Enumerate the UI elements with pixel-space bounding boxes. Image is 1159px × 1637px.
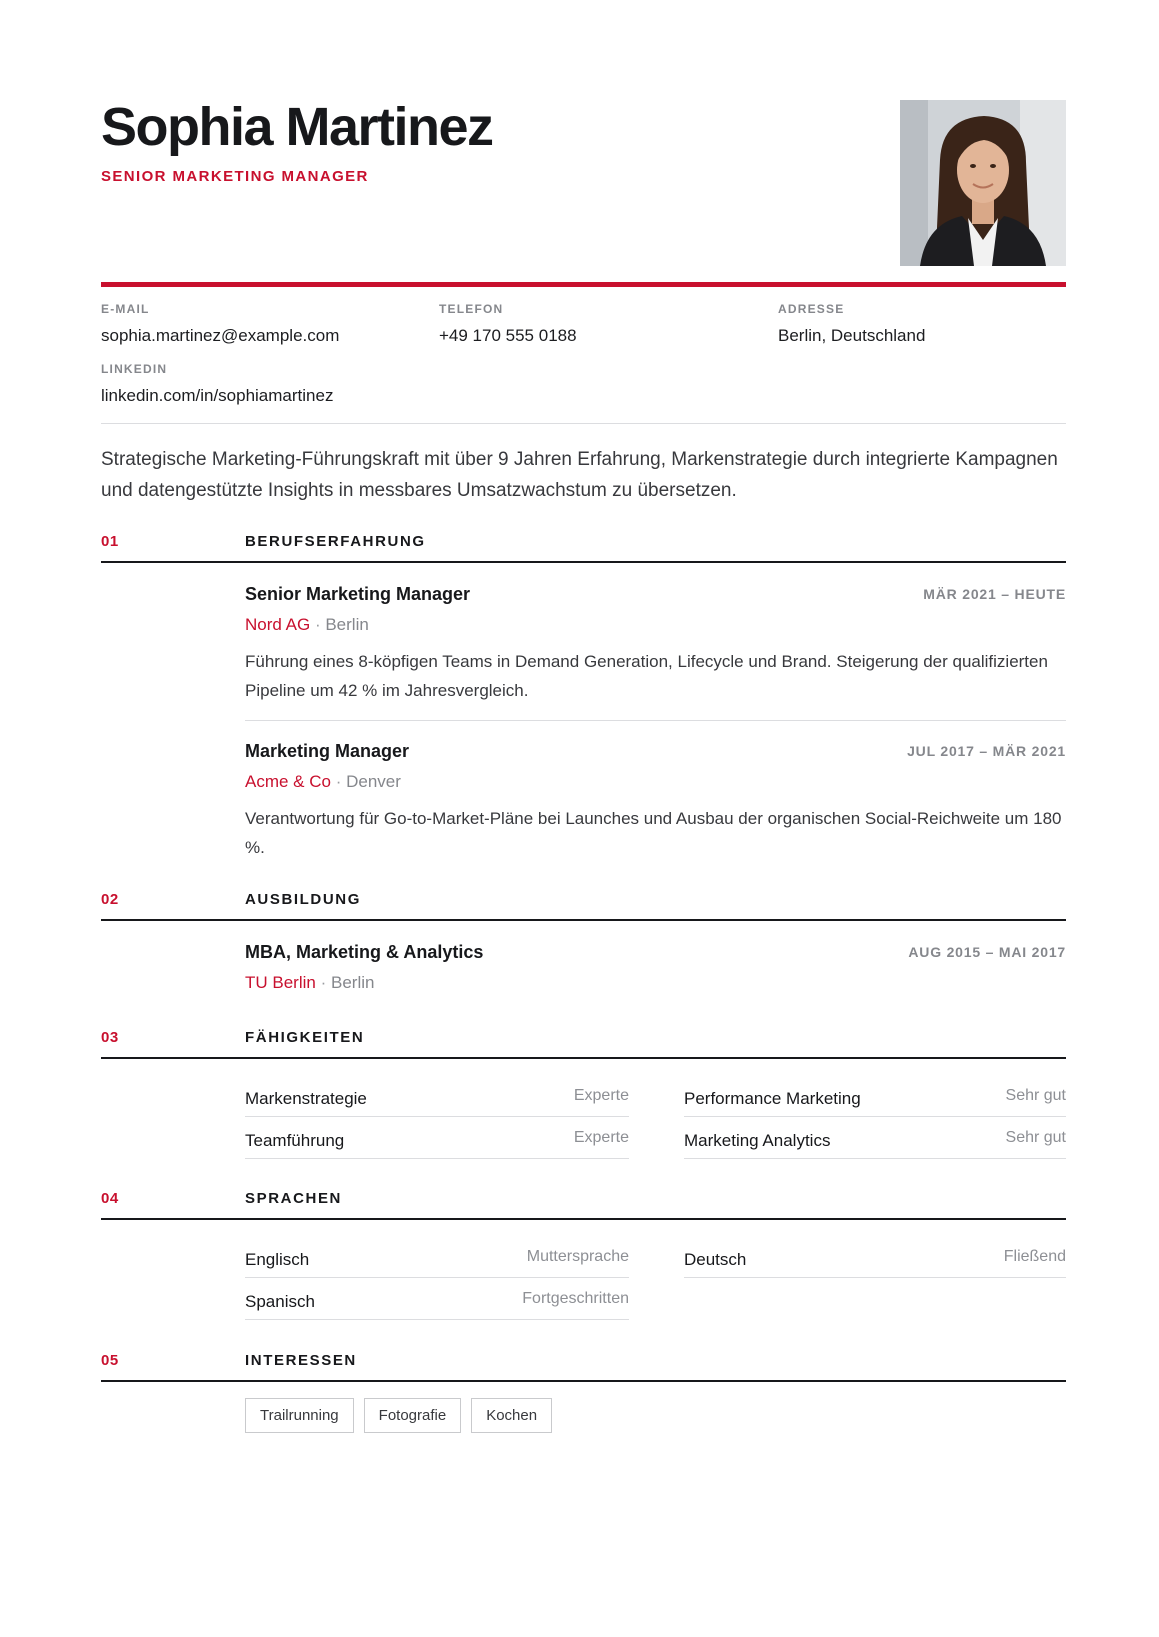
- experience-entry: [245, 583, 1066, 705]
- language-row: [245, 1238, 629, 1278]
- section-title: SPRACHEN: [245, 1190, 342, 1207]
- job-location: Denver: [346, 772, 401, 791]
- separator: ·: [314, 615, 321, 634]
- school-location: Berlin: [331, 973, 375, 992]
- job-date: JUL 2017 – MÄR 2021: [907, 743, 1066, 759]
- profile-summary: Strategische Marketing-Führungskraft mit über 9 Jahren Erfahrung, Markenstrategie durch integrierte Kampagnen und datengestützte Insights in messbares Umsatzwachstum zu übersetzen.: [101, 449, 1058, 501]
- interest-tags: [245, 1398, 552, 1433]
- interest-tag: Kochen: [471, 1398, 552, 1433]
- interest-tag: Fotografie: [364, 1398, 462, 1433]
- resume-page: [101, 0, 1066, 1424]
- skill-level: Sehr gut: [1005, 1129, 1066, 1146]
- language-level: Fließend: [1003, 1248, 1066, 1265]
- company-name: Nord AG: [245, 615, 311, 634]
- address-value: Berlin, Deutschland: [778, 326, 926, 345]
- education-entry: [245, 941, 1066, 993]
- job-description: Führung eines 8-köpfigen Teams in Demand Generation, Lifecycle und Brand. Steigerung der qualifizierten Pipeline um 42 % im Jahresvergleich.: [245, 652, 1048, 700]
- contact-divider: [101, 423, 1066, 424]
- language-name: Spanisch: [245, 1292, 315, 1311]
- entry-divider: [245, 720, 1066, 721]
- job-title: Marketing Manager: [245, 741, 410, 761]
- email-value[interactable]: sophia.martinez@example.com: [101, 326, 340, 345]
- school-organization: [245, 973, 1066, 993]
- profile-photo: [900, 100, 1066, 266]
- skill-name: Performance Marketing: [684, 1089, 861, 1108]
- skill-name: Teamführung: [245, 1131, 345, 1150]
- candidate-role: SENIOR MARKETING MANAGER: [101, 168, 369, 185]
- section-header-skills: [101, 1029, 1066, 1059]
- contact-label: E-MAIL: [101, 302, 150, 316]
- phone-value[interactable]: +49 170 555 0188: [439, 326, 577, 345]
- contact-address: [778, 302, 1098, 346]
- section-number: 02: [101, 891, 119, 908]
- skill-level: Experte: [573, 1087, 629, 1104]
- job-organization: [245, 615, 1066, 635]
- degree-title: MBA, Marketing & Analytics: [245, 942, 484, 962]
- contact-phone: [439, 302, 759, 346]
- language-name: Deutsch: [684, 1250, 747, 1269]
- skill-row: [245, 1119, 629, 1159]
- candidate-name: Sophia Martinez: [101, 97, 493, 157]
- skill-level: Experte: [573, 1129, 629, 1146]
- resume-header: [101, 0, 1066, 268]
- section-number: 05: [101, 1352, 119, 1369]
- section-title: FÄHIGKEITEN: [245, 1029, 365, 1046]
- contact-email: [101, 302, 421, 346]
- language-name: Englisch: [245, 1250, 310, 1269]
- separator: ·: [320, 973, 327, 992]
- skill-name: Markenstrategie: [245, 1089, 367, 1108]
- contact-label: TELEFON: [439, 302, 504, 316]
- section-header-interests: [101, 1352, 1066, 1382]
- company-name: Acme & Co: [245, 772, 331, 791]
- section-number: 04: [101, 1190, 119, 1207]
- job-title: Senior Marketing Manager: [245, 584, 471, 604]
- degree-date: AUG 2015 – MAI 2017: [908, 944, 1066, 960]
- contact-label: ADRESSE: [778, 302, 845, 316]
- language-row: [684, 1238, 1066, 1278]
- school-name: TU Berlin: [245, 973, 316, 992]
- skill-row: [245, 1077, 629, 1117]
- section-title: BERUFSERFAHRUNG: [245, 533, 426, 550]
- experience-entry: [245, 740, 1066, 862]
- profile-photo-illustration: [900, 100, 1066, 266]
- section-number: 03: [101, 1029, 119, 1046]
- contact-linkedin: [101, 362, 421, 406]
- separator: ·: [335, 772, 342, 791]
- section-header-experience: [101, 533, 1066, 563]
- skill-level: Sehr gut: [1005, 1087, 1066, 1104]
- linkedin-value[interactable]: linkedin.com/in/sophiamartinez: [101, 386, 334, 405]
- skill-row: [684, 1077, 1066, 1117]
- section-title: INTERESSEN: [245, 1352, 357, 1369]
- skill-name: Marketing Analytics: [684, 1131, 831, 1150]
- section-title: AUSBILDUNG: [245, 891, 361, 908]
- language-row: [245, 1280, 629, 1320]
- section-header-languages: [101, 1190, 1066, 1220]
- job-organization: [245, 772, 1066, 792]
- job-location: Berlin: [325, 615, 369, 634]
- contact-label: LINKEDIN: [101, 362, 168, 376]
- language-level: Fortgeschritten: [522, 1290, 629, 1307]
- language-level: Muttersprache: [526, 1248, 629, 1265]
- header-divider: [101, 282, 1066, 287]
- job-description: Verantwortung für Go-to-Market-Pläne bei Launches und Ausbau der organischen Social-Reichweite um 180 %.: [245, 809, 1062, 857]
- section-header-education: [101, 891, 1066, 921]
- job-date: MÄR 2021 – HEUTE: [923, 586, 1066, 602]
- skill-row: [684, 1119, 1066, 1159]
- interest-tag: Trailrunning: [245, 1398, 354, 1433]
- section-number: 01: [101, 533, 119, 550]
